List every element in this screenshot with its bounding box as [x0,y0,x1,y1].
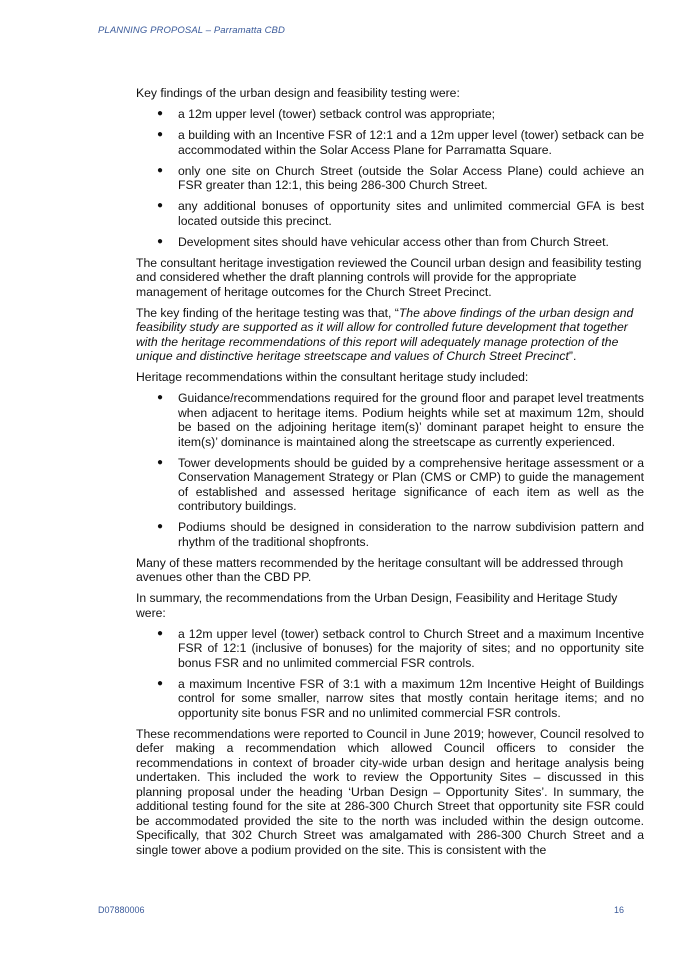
list-item: ● a maximum Incentive FSR of 3:1 with a maximum 12m Incentive Height of Buildings control for some smaller, narrow sites that mostly contain heritage items; and no opportunity site bonus FSR and no unlimited commercial FSR controls. [157,676,644,720]
paragraph-summary: In summary, the recommendations from the Urban Design, Feasibility and Heritage Study were: [136,591,618,620]
bullet-icon: ● [157,392,164,403]
list-item: ● Guidance/recommendations required for the ground floor and parapet level treatments when adjacent to heritage items. Podium heights while set at maximum 12m, should be based on the adjoining heritage item(s)’ dominant parapet height to ensure the item(s)’ dominance is maintained along the streetscape as currently experienced. [157,391,644,449]
paragraph-heritage-recommendations: Heritage recommendations within the consultant heritage study included: [136,370,529,384]
paragraph-key-findings: Key findings of the urban design and feasibility testing were: [136,86,460,100]
bullet-icon: ● [157,677,164,689]
paragraph-heritage-finding: The key finding of the heritage testing was that, “The above findings of the urban design and feasibility study are supported as it will allow for controlled future development that together with the heritage recommendations of this report will adequately manage protection of the unique and distinctive heritage streetscape and values of Church Street Precinct”. [136,305,634,363]
bullet-icon: ● [157,108,164,119]
list-item: ● Development sites should have vehicular access other than from Church Street. [157,234,609,249]
list-item: ● any additional bonuses of opportunity sites and unlimited commercial GFA is best located outside this precinct. [157,199,644,228]
heritage-quote: The above findings of the urban design and feasibility study are supported as it will allow for controlled future development that together with the heritage recommendations of this report will adequately manage protection of the unique and distinctive heritage streetscape and values of Church Street Precinct [136,305,634,363]
list-item: ● a 12m upper level (tower) setback control to Church Street and a maximum Incentive FSR of 12:1 (inclusive of bonuses) for the majority of sites; and no opportunity site bonus FSR and no unlimited commercial FSR controls. [157,626,644,670]
paragraph-council-report: These recommendations were reported to Council in June 2019; however, Council resolved to defer making a recommendation which allowed Council officers to consider the recommendations in context of broader city-wide urban design and heritage analysis being undertaken. This included the work to review the Opportunity Sites – discussed in this planning proposal under the heading ‘Urban Design – Opportunity Sites’. In summary, the additional testing found for the site at 286-300 Church Street that opportunity site FSR could be accommodated provided the site to the north was included within the design outcome. Specifically, that 302 Church Street was amalgamated with 286-300 Church Street and a single tower above a podium provided on the site. This is consistent with the [136,726,644,857]
list-item: ● Podiums should be designed in consideration to the narrow subdivision pattern and rhythm of the traditional shopfronts. [157,520,644,549]
running-header: PLANNING PROPOSAL – Parramatta CBD [98,25,285,36]
list-item: ● Tower developments should be guided by a comprehensive heritage assessment or a Conservation Management Strategy or Plan (CMS or CMP) to guide the management of established and assessed heritage significance of each item as well as the contributory buildings. [157,455,644,513]
bullet-list-heritage [136,391,644,549]
document-id: D07880006 [98,905,145,915]
bullet-icon: ● [157,200,164,211]
paragraph-matters-addressed: Many of these matters recommended by the heritage consultant will be addressed through avenues other than the CBD PP. [136,555,624,584]
document-body [136,86,644,864]
bullet-icon: ● [157,521,164,532]
bullet-list-summary [136,627,644,721]
bullet-icon: ● [157,456,164,468]
bullet-list-findings [136,107,644,249]
list-item: ● a 12m upper level (tower) setback control was appropriate; [157,107,496,121]
list-item: ● only one site on Church Street (outside the Solar Access Plane) could achieve an FSR greater than 12:1, this being 286-300 Church Street. [157,163,644,192]
bullet-icon: ● [157,129,164,140]
bullet-icon: ● [157,627,164,639]
bullet-icon: ● [157,235,164,247]
paragraph-heritage-investigation: The consultant heritage investigation reviewed the Council urban design and feasibility testing and considered whether the draft planning controls will provide for the appropriate management of heritage outcomes for the Church Street Precinct. [136,255,642,299]
page-number: 16 [613,905,624,915]
list-item: ● a building with an Incentive FSR of 12:1 and a 12m upper level (tower) setback can be accommodated within the Solar Access Plane for Parramatta Square. [157,128,644,157]
bullet-icon: ● [157,164,164,176]
